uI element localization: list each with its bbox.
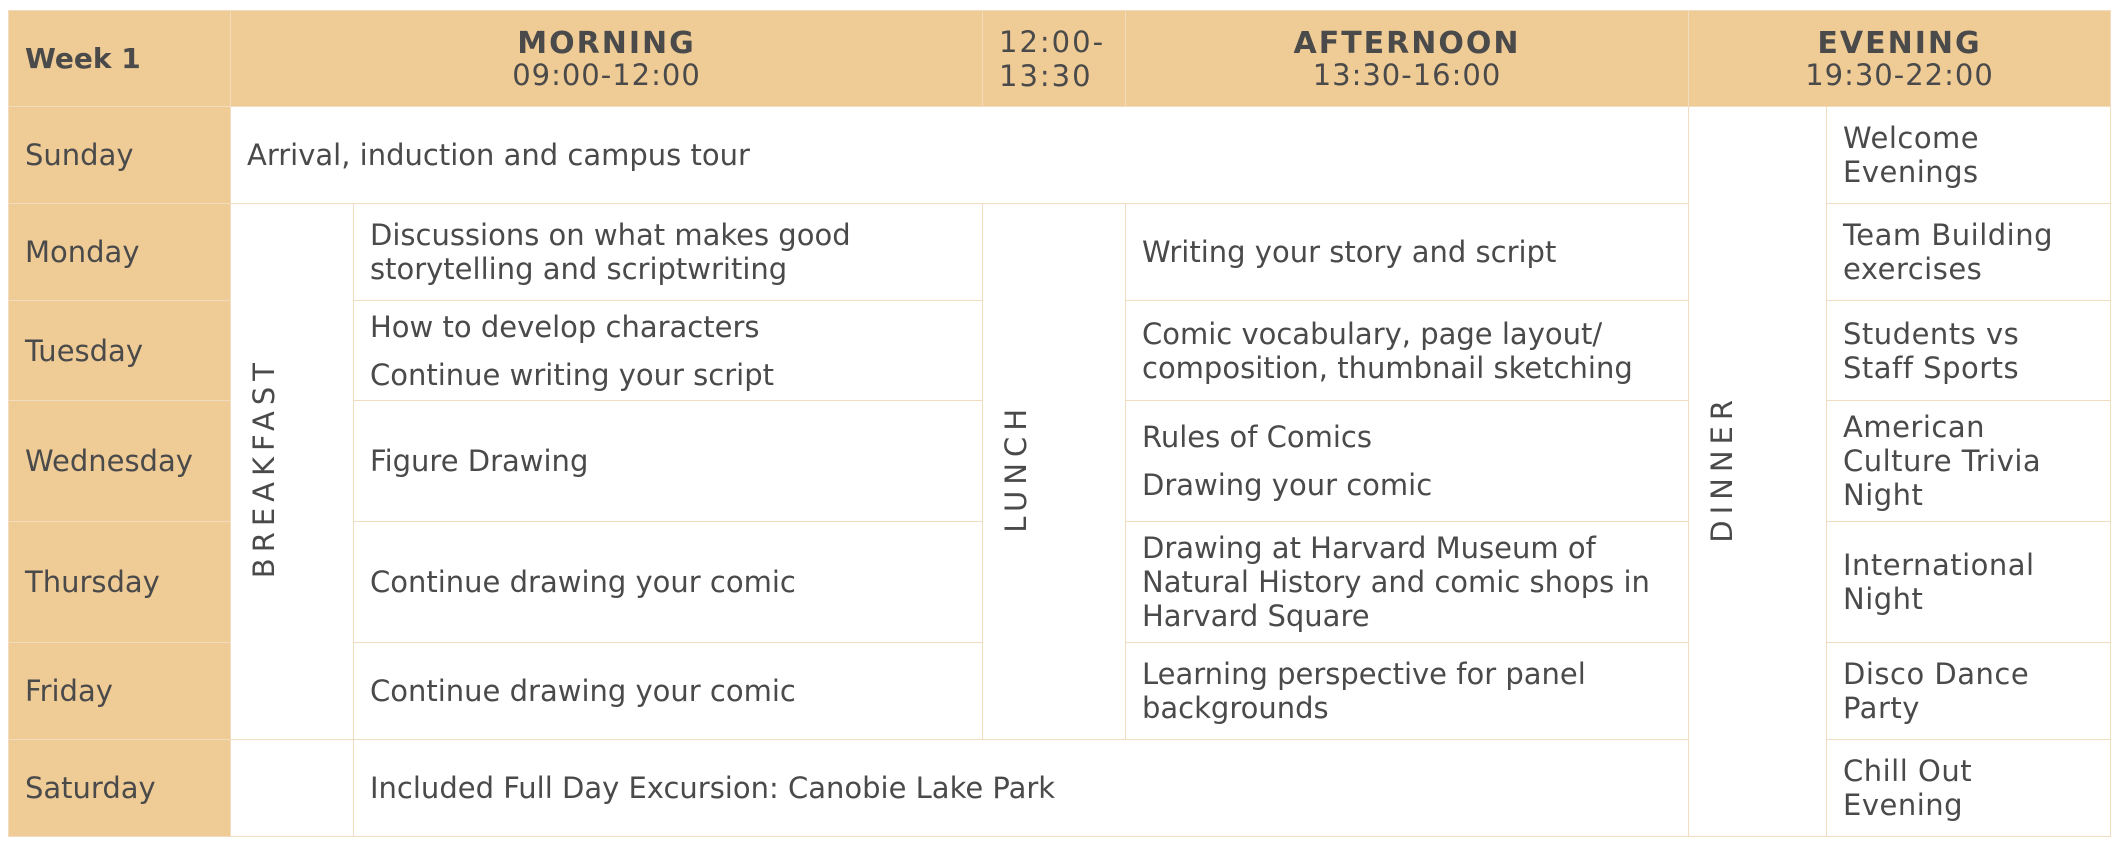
evening-title: EVENING: [1817, 25, 1982, 61]
header-row: [9, 11, 2111, 107]
tuesday-morning-activity: [354, 301, 983, 401]
morning-header: [231, 11, 983, 107]
breakfast-column: [231, 204, 354, 740]
saturday-evening-activity: Chill Out Evening: [1827, 740, 2111, 837]
saturday-breakfast-gap: [231, 740, 354, 837]
thursday-morning-activity: [354, 522, 983, 643]
monday-afternoon-activity: [1126, 204, 1689, 301]
wednesday-morning-line: Figure Drawing: [370, 444, 589, 478]
saturday-daytime-activity: Included Full Day Excursion: Canobie Lake Park: [354, 740, 1689, 837]
monday-afternoon-line: Writing your story and script: [1142, 235, 1557, 269]
tuesday-evening-activity: Students vs Staff Sports: [1827, 301, 2111, 401]
monday-morning-activity: [354, 204, 983, 301]
dinner-label: DINNER: [1705, 393, 1739, 543]
day-label-monday: Monday: [9, 204, 231, 301]
monday-evening-activity: Team Building exercises: [1827, 204, 2111, 301]
week-label: Week 1: [9, 11, 231, 107]
friday-afternoon-activity: [1126, 643, 1689, 740]
lunch-time-header: [983, 11, 1126, 107]
wednesday-afternoon-line-1: Rules of Comics: [1142, 420, 1372, 454]
morning-time: 09:00-12:00: [512, 57, 701, 92]
friday-afternoon-line: Learning perspective for panel backgrounds: [1142, 657, 1586, 725]
monday-morning-line: Discussions on what makes good storytelling and scriptwriting: [370, 218, 851, 286]
lunch-column: [983, 204, 1126, 740]
tuesday-afternoon-activity: [1126, 301, 1689, 401]
tuesday-morning-line-2: Continue writing your script: [370, 357, 774, 392]
friday-morning-activity: [354, 643, 983, 740]
wednesday-morning-activity: [354, 401, 983, 522]
day-label-wednesday: Wednesday: [9, 401, 231, 522]
afternoon-title: AFTERNOON: [1293, 25, 1521, 61]
schedule-wrapper: [8, 10, 2111, 837]
tuesday-morning-line-1: How to develop characters: [370, 309, 760, 344]
breakfast-label: BREAKFAST: [247, 357, 281, 579]
wednesday-afternoon-activity: [1126, 401, 1689, 522]
lunch-label: LUNCH: [999, 403, 1033, 533]
day-label-saturday: Saturday: [9, 740, 231, 837]
sunday-daytime-activity: Arrival, induction and campus tour: [231, 107, 1689, 204]
lunch-time-start: 12:00-: [999, 24, 1106, 59]
friday-evening-activity: Disco Dance Party: [1827, 643, 2111, 740]
thursday-morning-line: Continue drawing your comic: [370, 565, 796, 599]
evening-time: 19:30-22:00: [1805, 57, 1994, 92]
morning-title: MORNING: [517, 25, 696, 61]
day-label-sunday: Sunday: [9, 107, 231, 204]
day-label-thursday: Thursday: [9, 522, 231, 643]
dinner-column: [1689, 107, 1827, 837]
evening-header: [1689, 11, 2111, 107]
weekly-schedule-table: [8, 10, 2111, 837]
sunday-evening-activity: Welcome Evenings: [1827, 107, 2111, 204]
wednesday-evening-activity: American Culture Trivia Night: [1827, 401, 2111, 522]
lunch-time-end: 13:30: [999, 58, 1093, 93]
row-sunday: [9, 107, 2111, 204]
afternoon-header: [1126, 11, 1689, 107]
wednesday-afternoon-line-2: Drawing your comic: [1142, 468, 1433, 502]
day-label-friday: Friday: [9, 643, 231, 740]
thursday-afternoon-line: Drawing at Harvard Museum of Natural History and comic shops in Harvard Square: [1142, 531, 1650, 633]
afternoon-time: 13:30-16:00: [1312, 57, 1502, 92]
thursday-afternoon-activity: [1126, 522, 1689, 643]
tuesday-afternoon-line: Comic vocabulary, page layout/ composition, thumbnail sketching: [1142, 316, 1633, 385]
thursday-evening-activity: International Night: [1827, 522, 2111, 643]
day-label-tuesday: Tuesday: [9, 301, 231, 401]
friday-morning-line: Continue drawing your comic: [370, 674, 796, 708]
